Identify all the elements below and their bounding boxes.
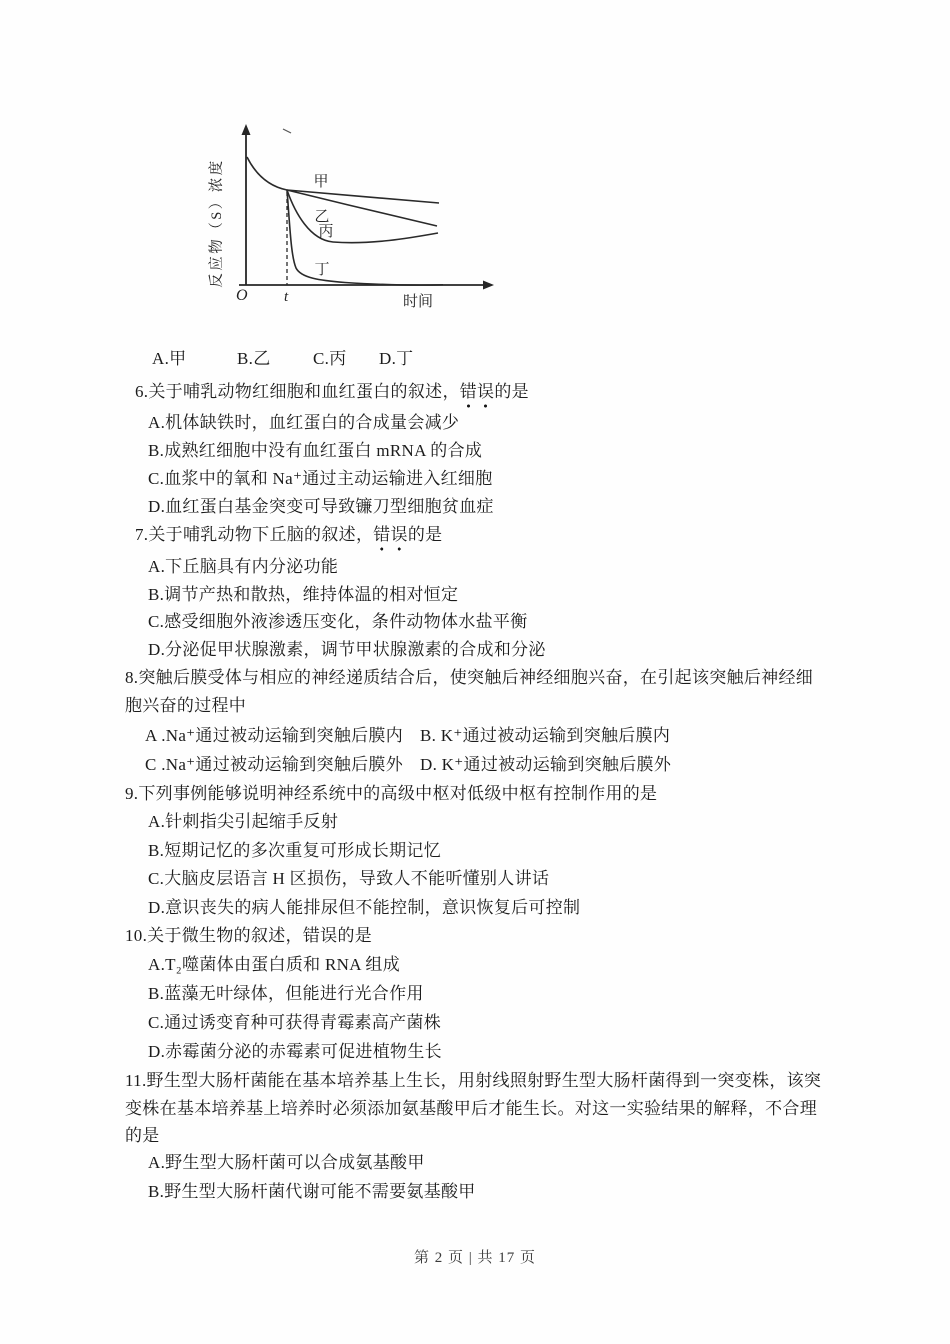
reaction-concentration-chart [195,118,505,328]
stray-scan-mark [283,129,291,133]
answer-choices-row [152,348,413,370]
question-8-options-row1 [145,725,670,747]
choice-a: A.甲 [152,349,187,368]
q7-stem-text: 7.关于哺乳动物下丘脑的叙述， [135,525,374,544]
choice-d: D.丁 [379,349,414,368]
curve-label-ding: 丁 [314,262,330,278]
question-8-option-d: D. K⁺通过被动运输到突触后膜外 [420,755,672,774]
question-10-option-c: C.通过诱变育种可获得青霉素高产菌株 [148,1013,441,1032]
question-9-option-d: D.意识丧失的病人能排尿但不能控制，意识恢复后可控制 [148,898,581,917]
question-9-option-c: C.大脑皮层语言 H 区损伤，导致人不能听懂别人讲话 [148,869,550,888]
choice-b: B.乙 [237,349,271,368]
curve-bing [287,190,438,243]
question-10-option-a: A.T₂噬菌体由蛋白质和 RNA 组成 [148,955,400,974]
x-axis-arrow-icon [483,281,494,290]
curve-common [247,157,287,190]
q7-stem-emphasis: 错误 [373,525,408,544]
x-axis-label: 时间 [402,294,434,310]
question-10-option-b: B.蓝藻无叶绿体，但能进行光合作用 [148,984,424,1003]
q6-stem-tail: 的是 [494,382,529,401]
question-7-option-d: D.分泌促甲状腺激素，调节甲状腺激素的合成和分泌 [148,640,546,659]
question-9-option-a: A.针刺指尖引起缩手反射 [148,812,339,831]
question-11-option-a: A.野生型大肠杆菌可以合成氨基酸甲 [148,1153,425,1172]
q7-stem-tail: 的是 [407,525,443,544]
t-label: t [284,289,289,305]
curve-label-bing: 丙 [318,224,334,240]
page-footer: 第 2 页 | 共 17 页 [413,1250,536,1266]
question-11-stem-line1: 11.野生型大肠杆菌能在基本培养基上生长，用射线照射野生型大肠杆菌得到一突变株，该突 [125,1071,822,1090]
question-11-stem-line2: 变株在基本培养基上培养时必须添加氨基酸甲后才能生长。对这一实验结果的解释，不合理 [125,1099,817,1118]
question-6-option-d: D.血红蛋白基金突变可导致镰刀型细胞贫血症 [148,497,494,516]
question-11-option-b: B.野生型大肠杆菌代谢可能不需要氨基酸甲 [148,1182,476,1201]
question-11-stem-line3: 的是 [125,1126,160,1145]
question-6-option-b: B.成熟红细胞中没有血红蛋白 mRNA 的合成 [148,441,483,460]
question-7-stem [135,524,442,546]
y-axis-arrow-icon [242,124,251,135]
question-10-option-d: D.赤霉菌分泌的赤霉素可促进植物生长 [148,1042,442,1061]
curve-label-jia: 甲 [313,174,329,190]
question-6-stem [135,381,529,403]
question-9-stem: 9.下列事例能够说明神经系统中的高级中枢对低级中枢有控制作用的是 [125,784,658,803]
curve-ding [287,190,443,285]
question-8-option-c: C .Na⁺通过被动运输到突触后膜外 [145,755,404,774]
question-8-option-b: B. K⁺通过被动运输到突触后膜内 [420,726,671,745]
choice-c: C.丙 [313,349,347,368]
question-8-options-row2 [145,754,671,776]
q6-stem-emphasis: 错误 [459,382,495,401]
question-8-stem-line2: 胞兴奋的过程中 [125,696,247,715]
question-10-stem: 10.关于微生物的叙述，错误的是 [125,926,373,945]
question-7-option-c: C.感受细胞外液渗透压变化，条件动物体水盐平衡 [148,612,528,631]
origin-label: O [236,287,248,304]
question-8-stem-line1: 8.突触后膜受体与相应的神经递质结合后，使突触后神经细胞兴奋，在引起该突触后神经细 [125,668,814,687]
question-8-option-a: A .Na⁺通过被动运输到突触后膜内 [145,726,404,745]
question-7-option-a: A.下丘脑具有内分泌功能 [148,557,339,576]
curve-label-yi: 乙 [314,209,330,225]
question-9-option-b: B.短期记忆的多次重复可形成长期记忆 [148,841,441,860]
y-axis-label: 反应物（S）浓度 [209,158,225,288]
question-6-option-a: A.机体缺铁时，血红蛋白的合成量会减少 [148,413,460,432]
curve-yi [287,190,437,226]
question-6-option-c: C.血浆中的氧和 Na⁺通过主动运输进入红细胞 [148,469,493,488]
curve-jia [287,190,439,203]
q6-stem-text: 6.关于哺乳动物红细胞和血红蛋白的叙述， [135,382,460,401]
question-7-option-b: B.调节产热和散热，维持体温的相对恒定 [148,585,459,604]
